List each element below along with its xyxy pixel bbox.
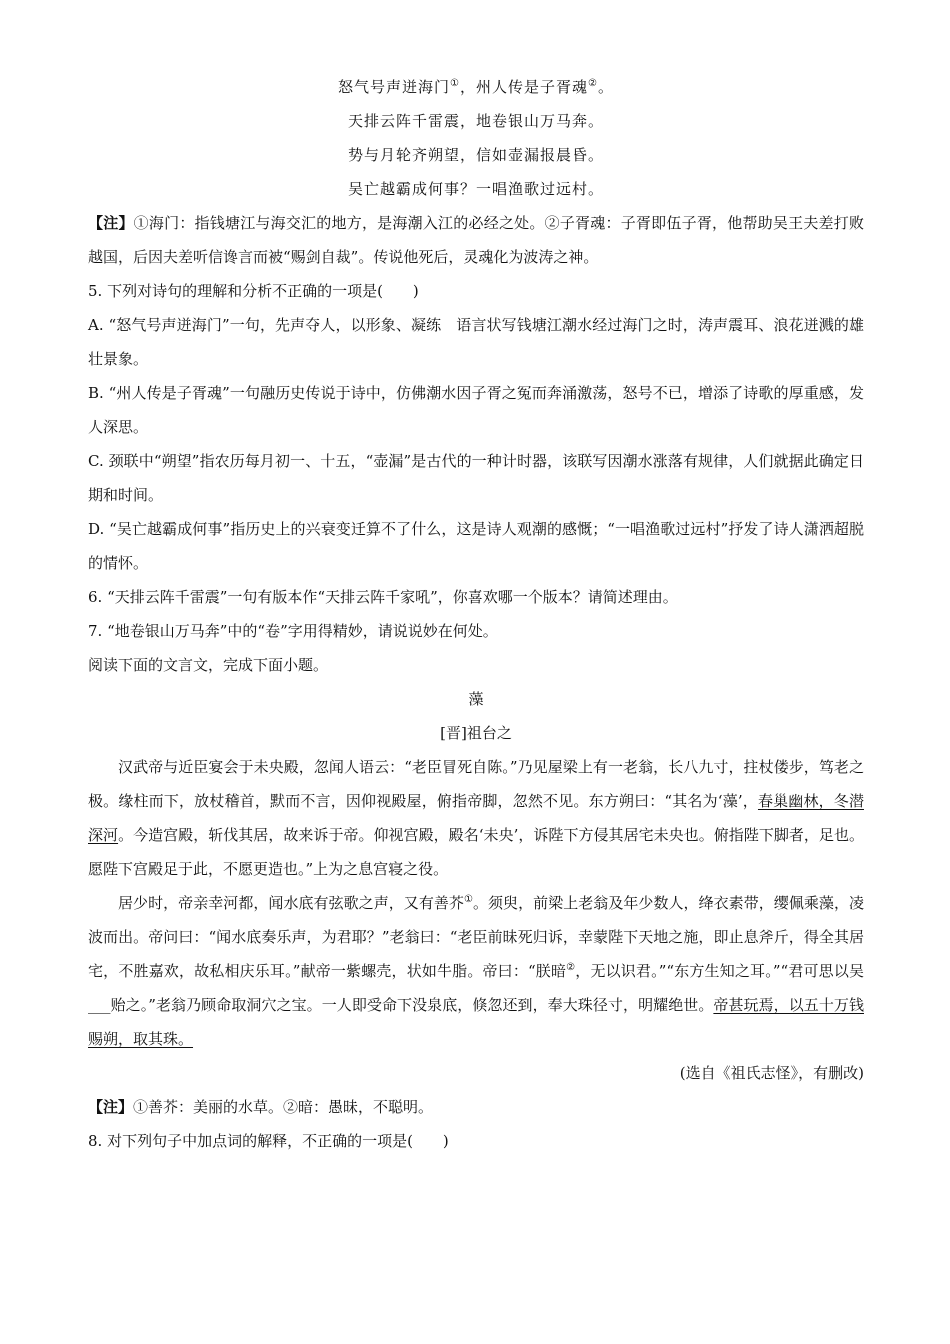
underlined-sentence: 春巢幽林，冬潜深河: [88, 792, 864, 844]
poem-line-1: [88, 70, 864, 104]
essay-text: ，无以识君。”“东方生知之耳。”“君可思以吴: [575, 962, 865, 980]
note-label: 【注】: [88, 1098, 134, 1116]
question-6: 6. “天排云阵千雷震”一句有版本作“天排云阵千家吼”，你喜欢哪一个版本？请简述理由。: [88, 588, 678, 606]
question-5-option-d: D. “吴亡越霸成何事”指历史上的兴衰变迁算不了什么，这是诗人观潮的感慨；“一唱渔歌过远村”抒发了诗人潇洒超脱的情怀。: [88, 520, 864, 572]
essay-author: [晋]祖台之: [440, 724, 512, 742]
question-5-option-a: A. “怒气号声迸海门”一句，先声夺人，以形象、凝练 语言状写钱塘江潮水经过海门之时，涛声震耳、浪花迸溅的雄壮景象。: [88, 316, 864, 368]
poem-line-3: 势与月轮齐朔望，信如壶漏报晨昏。: [347, 146, 604, 164]
poem-line-4: 吴亡越霸成何事？一唱渔歌过远村。: [347, 180, 604, 198]
note-text: ①善芥：美丽的水草。②暗：愚昧，不聪明。: [133, 1098, 434, 1116]
essay-text: 。须臾，前梁上老翁及年少数人，绛衣素带，缨佩乘藻，凌波而出。帝问曰：“闻水底奏乐声，为君耶？”老翁曰：“老臣前昧死归诉，幸蒙陛下天地之施，即止息斧斤，得全其居宅，不胜嘉欢，故私相庆乐耳。”献帝一紫螺壳，状如牛脂。帝曰：“朕暗: [88, 894, 864, 980]
poem-text: 怒气号声迸海门: [338, 78, 451, 96]
poem-text: ，州人传是子胥魂: [459, 78, 588, 96]
footnote-marker: ①: [450, 78, 460, 89]
essay-text: 居少时，帝亲幸河都，闻水底有弦歌之声，又有善芥: [118, 894, 464, 912]
essay-paragraph-1: [88, 750, 864, 886]
footnote-marker: ①: [463, 894, 473, 905]
essay-source: (选自《祖氏志怪》，有删改): [679, 1064, 864, 1082]
blank: ___: [88, 996, 111, 1014]
footnote-marker: ②: [566, 962, 576, 973]
underlined-sentence: 帝甚玩焉，以五十万钱赐朔，取其珠。: [88, 996, 864, 1048]
poem-line-2: 天排云阵千雷震，地卷银山万马奔。: [347, 112, 604, 130]
essay-note: [88, 1090, 864, 1124]
essay-text: 贻之。”老翁乃顾命取洞穴之宝。一人即受命下没泉底，倏忽还到，奉大珠径寸，明耀绝世。: [110, 996, 714, 1014]
poem-text: 。: [597, 78, 614, 96]
question-5-option-b: B. “州人传是子胥魂”一句融历史传说于诗中，仿佛潮水因子胥之冤而奔涌激荡，怒号不已，增添了诗歌的厚重感，发人深思。: [88, 384, 864, 436]
document-page: [88, 70, 864, 1158]
question-8-stem: 8. 对下列句子中加点词的解释，不正确的一项是( ): [88, 1132, 449, 1150]
question-5-option-c: C. 颈联中“朔望”指农历每月初一、十五，“壶漏”是古代的一种计时器，该联写因潮水涨落有规律，人们就据此确定日期和时间。: [88, 452, 864, 504]
essay-text: 汉武帝与近臣宴会于未央殿，忽闻人语云：“老臣冒死自陈。”乃见屋梁上有一老翁，长八九寸，拄杖偻步，笃老之极。缘柱而下，放杖稽首，默而不言，因仰视殿屋，俯指帝脚，忽然不见。东方朔曰：“其名为‘藻’，: [88, 758, 864, 810]
note-text: ①海门：指钱塘江与海交汇的地方，是海潮入江的必经之处。②子胥魂：子胥即伍子胥，他帮助吴王夫差打败越国，后因夫差听信谗言而被“赐剑自裁”。传说他死后，灵魂化为波涛之神。: [88, 214, 864, 266]
reading-instruction: 阅读下面的文言文，完成下面小题。: [88, 656, 329, 674]
question-5-stem: 5. 下列对诗句的理解和分析不正确的一项是( ): [88, 282, 419, 300]
question-7: 7. “地卷银山万马奔”中的“卷”字用得精妙，请说说妙在何处。: [88, 622, 498, 640]
footnote-marker: ②: [588, 78, 598, 89]
essay-text: 。今造宫殿，斩伐其居，故来诉于帝。仰视宫殿，殿名‘未央’，诉陛下方侵其居宅未央也。俯指陛下脚者，足也。愿陛下宫殿足于此，不愿更造也。”上为之息宫寝之役。: [88, 826, 864, 878]
note-label: 【注】: [88, 214, 134, 232]
essay-paragraph-2: [88, 886, 864, 1056]
essay-title: 藻: [468, 690, 484, 708]
poem-note: [88, 206, 864, 274]
